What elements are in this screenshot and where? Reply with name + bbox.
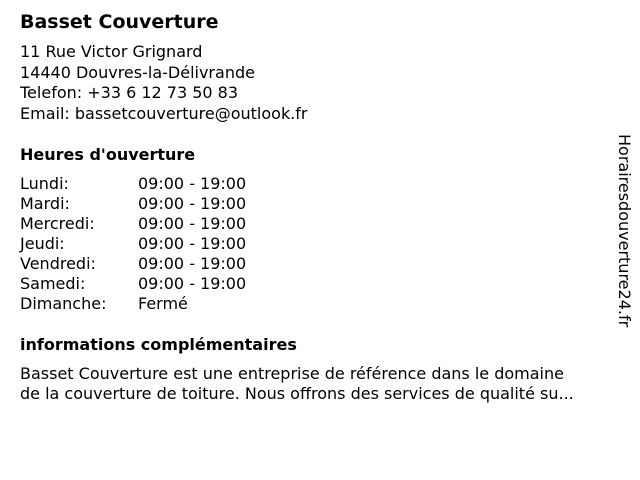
hours-table [20,174,620,314]
hours-row-tuesday [20,194,620,214]
business-card [20,10,620,404]
business-name: Basset Couverture [20,11,219,33]
day-hours: 09:00 - 19:00 [138,174,247,193]
day-label: Mercredi: [20,214,95,233]
email-line: Email: bassetcouverture@outlook.fr [20,103,308,123]
hours-row-saturday [20,274,620,294]
day-label: Mardi: [20,194,70,213]
info-line: de la couverture de toiture. Nous offrons des services de qualité su... [20,384,574,403]
hours-heading: Heures d'ouverture [20,145,196,164]
address-city: 14440 Douvres-la-Délivrande [20,62,255,82]
day-label: Samedi: [20,274,86,293]
info-description [20,364,628,404]
info-heading: informations complémentaires [20,335,297,354]
day-hours: 09:00 - 19:00 [138,214,247,233]
hours-row-friday [20,254,620,274]
info-line: Basset Couverture est une entreprise de référence dans le domaine [20,364,564,383]
hours-row-wednesday [20,214,620,234]
day-hours: 09:00 - 19:00 [138,254,247,273]
hours-row-thursday [20,234,620,254]
site-watermark: Horairesdouverture24.fr [615,134,634,328]
address-street: 11 Rue Victor Grignard [20,42,203,61]
address-block [20,42,620,124]
day-label: Vendredi: [20,254,96,273]
day-label: Jeudi: [20,234,65,253]
day-hours: Fermé [138,294,188,313]
day-label: Dimanche: [20,294,107,313]
phone-line: Telefon: +33 6 12 73 50 83 [20,83,239,102]
day-hours: 09:00 - 19:00 [138,274,247,293]
hours-row-monday [20,174,620,194]
day-hours: 09:00 - 19:00 [138,234,247,253]
day-hours: 09:00 - 19:00 [138,194,247,213]
hours-row-sunday [20,294,620,314]
day-label: Lundi: [20,174,69,193]
